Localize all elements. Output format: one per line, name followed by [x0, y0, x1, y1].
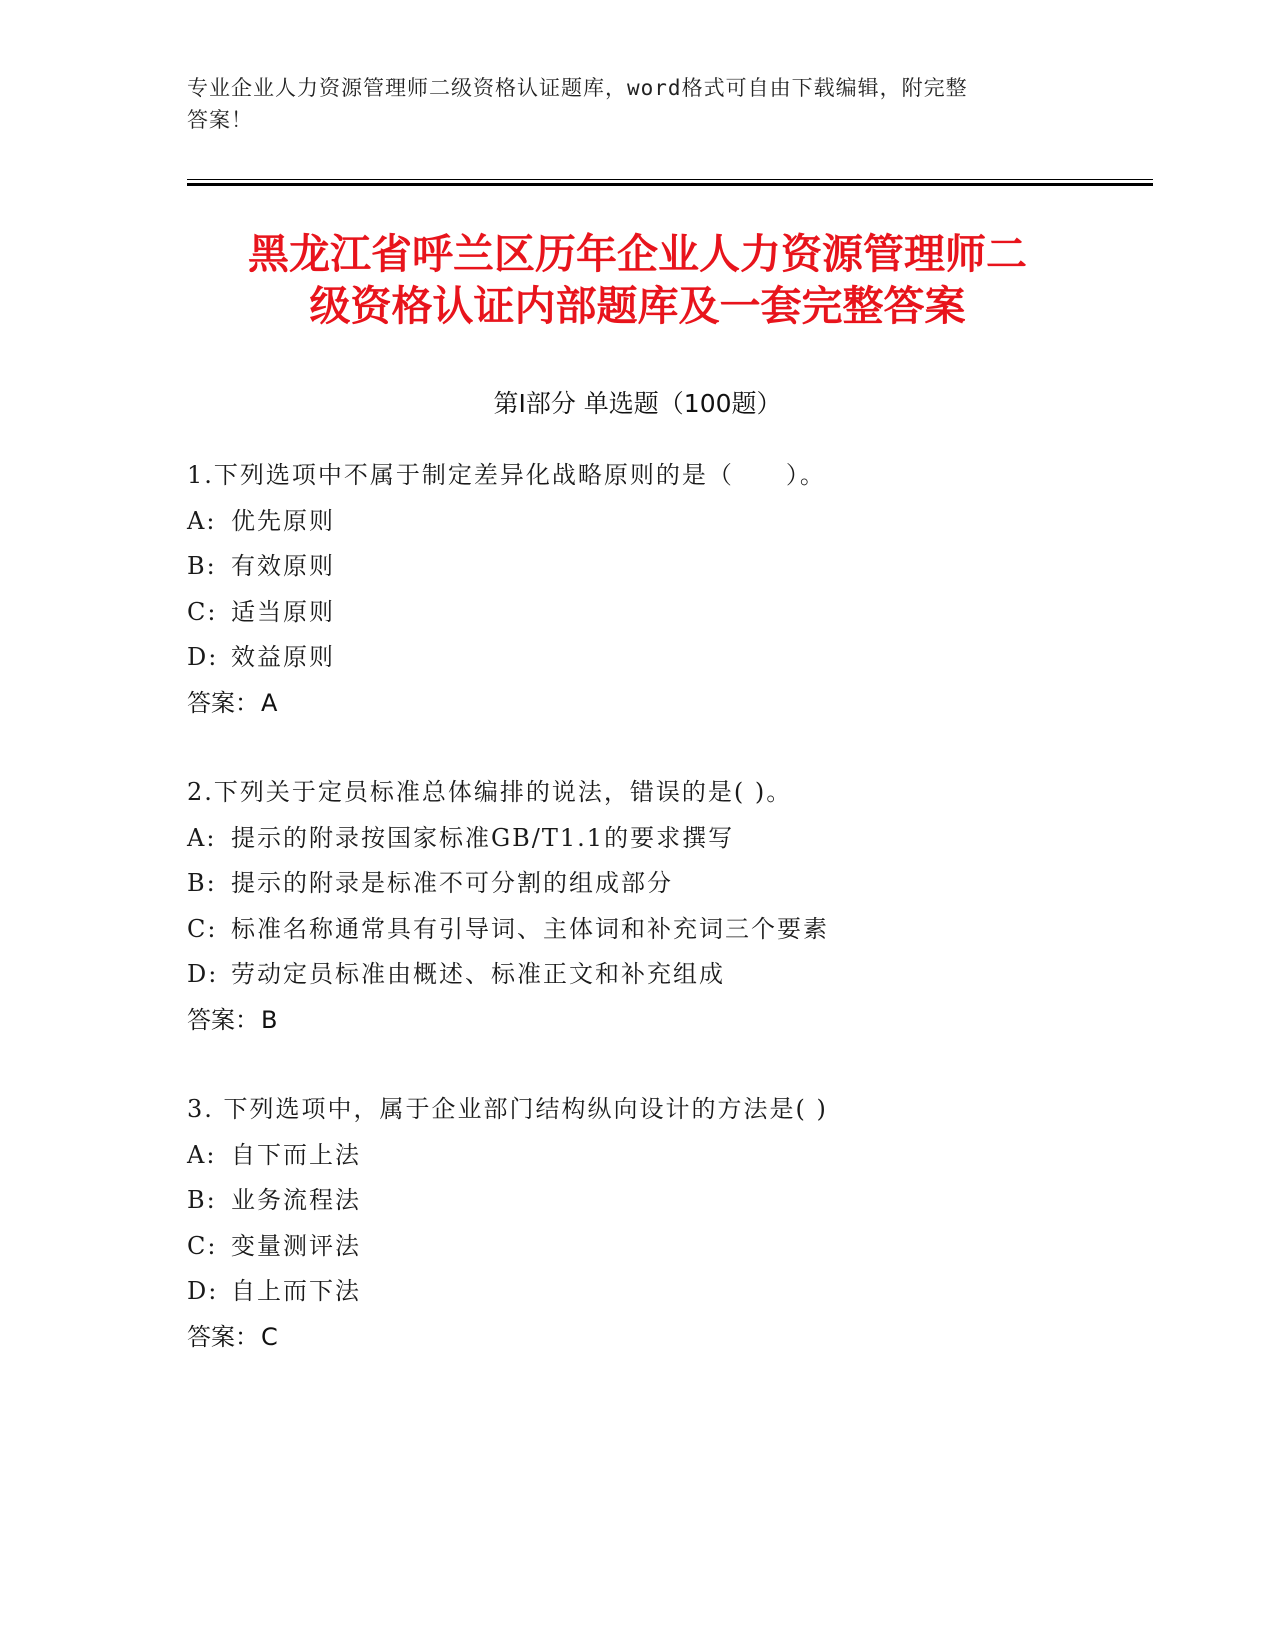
- option-text: 提示的附录是标准不可分割的组成部分: [231, 869, 673, 897]
- document-title-line-1: 黑龙江省呼兰区历年企业人力资源管理师二: [248, 230, 1027, 278]
- option-text: 有效原则: [231, 552, 335, 580]
- answer-label: 答案：: [187, 688, 259, 717]
- option-text: 业务流程法: [231, 1186, 361, 1214]
- answer-label: 答案：: [187, 1322, 259, 1351]
- option-text: 提示的附录按国家标准GB/T1.1的要求撰写: [231, 823, 735, 852]
- option-letter: A:: [187, 506, 217, 535]
- question-3: [187, 1087, 1187, 1360]
- option-letter: A:: [187, 1140, 217, 1169]
- header-note-line-1: 专业企业人力资源管理师二级资格认证题库，word格式可自由下载编辑，附完整: [187, 76, 968, 100]
- option-b: [187, 861, 1187, 907]
- header-note-line-2: 答案！: [187, 108, 253, 132]
- question-stem: 3. 下列选项中，属于企业部门结构纵向设计的方法是( ): [187, 1095, 828, 1123]
- option-text: 标准名称通常具有引导词、主体词和补充词三个要素: [231, 914, 829, 943]
- option-b: [187, 544, 1187, 590]
- option-letter: B:: [187, 869, 217, 897]
- option-text: 优先原则: [231, 506, 335, 535]
- option-c: [187, 590, 1187, 636]
- option-text: 适当原则: [231, 597, 335, 626]
- option-letter: B:: [187, 1186, 217, 1214]
- question-2: [187, 770, 1187, 1043]
- section-heading: 第Ⅰ部分 单选题（100题）: [493, 389, 782, 418]
- question-stem: 1.下列选项中不属于制定差异化战略原则的是（ ）。: [187, 461, 826, 489]
- question-1: [187, 453, 1187, 726]
- option-text: 效益原则: [231, 643, 335, 671]
- header-note: [187, 72, 1087, 136]
- answer: [187, 998, 1187, 1044]
- option-letter: D:: [187, 960, 219, 988]
- option-letter: D:: [187, 643, 219, 671]
- option-text: 劳动定员标准由概述、标准正文和补充组成: [231, 960, 725, 988]
- option-text: 自下而上法: [231, 1140, 361, 1169]
- answer: [187, 1315, 1187, 1361]
- option-a: [187, 816, 1187, 862]
- option-d: [187, 635, 1187, 681]
- option-a: [187, 1133, 1187, 1179]
- answer: [187, 681, 1187, 727]
- question-stem: 2.下列关于定员标准总体编排的说法，错误的是( )。: [187, 778, 793, 806]
- option-c: [187, 907, 1187, 953]
- option-text: 自上而下法: [231, 1277, 361, 1305]
- option-letter: A:: [187, 823, 217, 852]
- document-title-line-2: 级资格认证内部题库及一套完整答案: [309, 282, 966, 330]
- option-letter: C:: [187, 597, 218, 626]
- answer-value: A: [261, 688, 278, 717]
- answer-value: C: [261, 1322, 278, 1351]
- option-letter: C:: [187, 914, 218, 943]
- option-c: [187, 1224, 1187, 1270]
- option-d: [187, 952, 1187, 998]
- option-text: 变量测评法: [231, 1231, 361, 1260]
- header-divider-thick: [187, 183, 1153, 186]
- option-letter: D:: [187, 1277, 219, 1305]
- document-title: [140, 228, 1135, 332]
- header-divider-thin: [187, 179, 1153, 180]
- option-letter: C:: [187, 1231, 218, 1260]
- answer-value: B: [261, 1005, 278, 1034]
- answer-label: 答案：: [187, 1005, 259, 1034]
- option-b: [187, 1178, 1187, 1224]
- option-d: [187, 1269, 1187, 1315]
- option-letter: B:: [187, 552, 217, 580]
- option-a: [187, 499, 1187, 545]
